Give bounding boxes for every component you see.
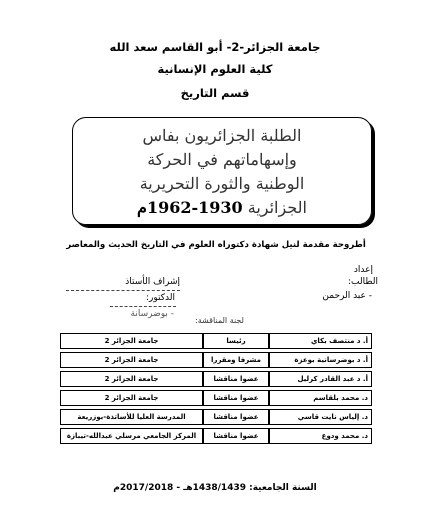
jury-row — [60, 409, 372, 425]
doctor-underline — [110, 306, 176, 307]
jury-member-institution: المركز الجامعي مرسلي عبدالله-تيبازة — [60, 428, 203, 444]
department-name: قسم التاريخ — [180, 86, 250, 100]
university-name: جامعة الجزائر-2- أبو القاسم سعد الله — [109, 40, 321, 54]
jury-row — [60, 333, 372, 349]
title-line-4-text: الجزائرية — [247, 198, 307, 217]
supervisor-name: - بوضرسانة — [130, 309, 174, 319]
supervisor-label: إشراف الأستاذ — [125, 277, 180, 287]
jury-member-role: رئيسا — [203, 333, 269, 349]
jury-member-role: عضوا مناقشا — [203, 371, 269, 387]
title-line-2: وإسهاماتهم في الحركة — [147, 150, 297, 169]
doctor-label: الدكتور: — [146, 293, 175, 303]
jury-member-institution: جامعة الجزائر 2 — [60, 371, 203, 387]
jury-member-role: عضوا مناقشا — [203, 390, 269, 406]
jury-member-role: عضوا مناقشا — [203, 428, 269, 444]
title-line-3: الوطنية والثورة التحريرية — [139, 174, 305, 193]
jury-table — [60, 330, 372, 447]
jury-member-institution: جامعة الجزائر 2 — [60, 352, 203, 368]
prepared-by-label: إعداد — [353, 265, 373, 275]
jury-member-institution: جامعة الجزائر 2 — [60, 333, 203, 349]
jury-member-role: عضوا مناقشا — [203, 409, 269, 425]
student-name: - عبد الرحمن — [322, 291, 372, 301]
title-line-1: الطلبة الجزائريون بفاس — [142, 126, 302, 145]
jury-row — [60, 352, 372, 368]
jury-member-role: مشرفا ومقررا — [203, 352, 269, 368]
thesis-subtitle: أطروحة مقدمة لنيل شهادة دكتوراه العلوم في التاريخ الحديث والمعاصر — [66, 240, 366, 250]
jury-member-institution: المدرسة العليا للأساتذة-بوزريعة — [60, 409, 203, 425]
jury-member-name: أ. د بوضرسانية بوعزة — [269, 352, 372, 368]
jury-row — [60, 390, 372, 406]
jury-member-name: د. إلياس نايت قاسي — [269, 409, 372, 425]
student-label: الطالب: — [348, 277, 378, 287]
faculty-name: كلية العلوم الإنسانية — [157, 62, 273, 76]
jury-member-name: د. محمد بلقاسم — [269, 390, 372, 406]
jury-member-institution: جامعة الجزائر 2 — [60, 390, 203, 406]
title-years: 1930-1962م — [137, 198, 243, 217]
jury-member-name: د. محمد ودوع — [269, 428, 372, 444]
jury-member-name: أ. د منتصف بكاي — [269, 333, 372, 349]
jury-title: لجنة المناقشة: — [195, 316, 244, 325]
jury-row — [60, 428, 372, 444]
academic-year: السنة الجامعية: 1438/1439هـ - 2017/2018م — [113, 483, 317, 493]
supervisor-underline — [66, 290, 180, 291]
jury-row — [60, 371, 372, 387]
title-line-4 — [73, 196, 371, 220]
jury-member-name: أ. د عبد القادر كرليل — [269, 371, 372, 387]
thesis-title-box — [72, 117, 372, 225]
